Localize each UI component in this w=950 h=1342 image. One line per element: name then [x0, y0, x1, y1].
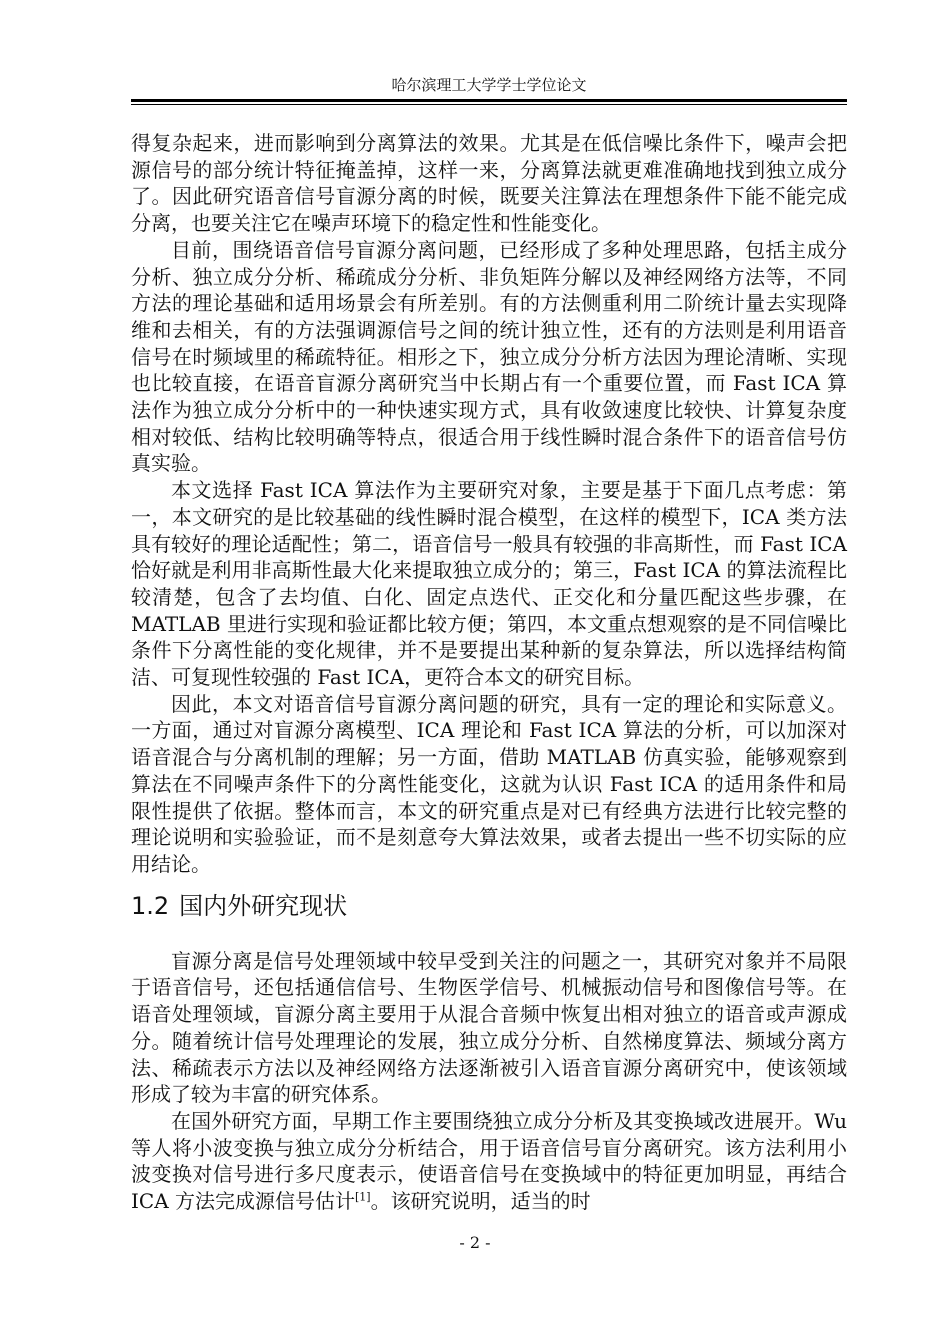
page-header-title: 哈尔滨理工大学学士学位论文 — [391, 76, 587, 94]
citation-reference[interactable]: [1] — [355, 1190, 371, 1204]
paragraph-4: 因此，本文对语音信号盲源分离问题的研究，具有一定的理论和实际意义。一方面，通过对盲源分离模型、ICA 理论和 Fast ICA 算法的分析，可以加深对语音混合与分离机制的理解；另一方面，借助 MATLAB 仿真实验，能够观察到算法在不同噪声条件下的分离性能变化，这就为认识 Fast ICA 的适用条件和局限性提供了依据。整体而言，本文的研究重点是对已有经典方法进行比较完整的理论说明和实验验证，而不是刻意夸大算法效果，或者去提出一些不切实际的应用结论。 — [131, 691, 847, 876]
paragraph-3: 本文选择 Fast ICA 算法作为主要研究对象，主要是基于下面几点考虑：第一，本文研究的是比较基础的线性瞬时混合模型，在这样的模型下，ICA 类方法具有较好的理论适配性；第二，语音信号一般具有较强的非高斯性，而 Fast ICA 恰好就是利用非高斯性最大化来提取独立成分的；第三，Fast ICA 的算法流程比较清楚，包含了去均值、白化、固定点迭代、正交化和分量匹配这些步骤，在 MATLAB 里进行实现和验证都比较方便；第四，本文重点想观察的是不同信噪比条件下分离性能的变化规律，并不是要提出某种新的复杂算法，所以选择结构简洁、可复现性较强的 Fast ICA，更符合本文的研究目标。 — [131, 478, 847, 690]
page-body — [131, 130, 847, 1215]
paragraph-1: 得复杂起来，进而影响到分离算法的效果。尤其是在低信噪比条件下，噪声会把源信号的部分统计特征掩盖掉，这样一来，分离算法就更难准确地找到独立成分了。因此研究语音信号盲源分离的时候，既要关注算法在理想条件下能不能完成分离，也要关注它在噪声环境下的稳定性和性能变化。 — [131, 131, 847, 236]
paragraph-6-tail: 。该研究说明，适当的时 — [370, 1189, 591, 1214]
paragraph-5: 盲源分离是信号处理领域中较早受到关注的问题之一，其研究对象并不局限于语音信号，还包括通信信号、生物医学信号、机械振动信号和图像信号等。在语音处理领域，盲源分离主要用于从混合音频中恢复出相对独立的语音或声源成分。随着统计信号处理理论的发展，独立成分分析、自然梯度算法、频域分离方法、稀疏表示方法以及神经网络方法逐渐被引入语音盲源分离研究中，使该领域形成了较为丰富的研究体系。 — [131, 948, 847, 1107]
paragraph-2: 目前，围绕语音信号盲源分离问题，已经形成了多种处理思路，包括主成分分析、独立成分分析、稀疏成分分析、非负矩阵分解以及神经网络方法等，不同方法的理论基础和适用场景会有所差别。有的方法侧重利用二阶统计量去实现降维和去相关，有的方法强调源信号之间的统计独立性，还有的方法则是利用语音信号在时频域里的稀疏特征。相形之下，独立成分分析方法因为理论清晰、实现也比较直接，在语音盲源分离研究当中长期占有一个重要位置，而 Fast ICA 算法作为独立成分分析中的一种快速实现方式，具有收敛速度比较快、计算复杂度相对较低、结构比较明确等特点，很适合用于线性瞬时混合条件下的语音信号仿真实验。 — [131, 237, 847, 476]
page-number: - 2 - — [459, 1233, 491, 1252]
section-number: 1.2 — [131, 891, 170, 920]
paragraph-6 — [131, 1108, 847, 1215]
section-heading — [131, 890, 847, 922]
paragraph-6-text: 在国外研究方面，早期工作主要围绕独立成分分析及其变换域改进展开。Wu 等人将小波变换与独立成分分析结合，用于语音信号盲分离研究。该方法利用小波变换对信号进行多尺度表示，使语音信号在变换域中的特征更加明显，再结合 ICA 方法完成源信号估计 — [131, 1108, 847, 1214]
header-rule-thin — [131, 104, 847, 105]
header-rule-thick — [131, 99, 847, 102]
section-title: 国内外研究现状 — [179, 891, 348, 920]
